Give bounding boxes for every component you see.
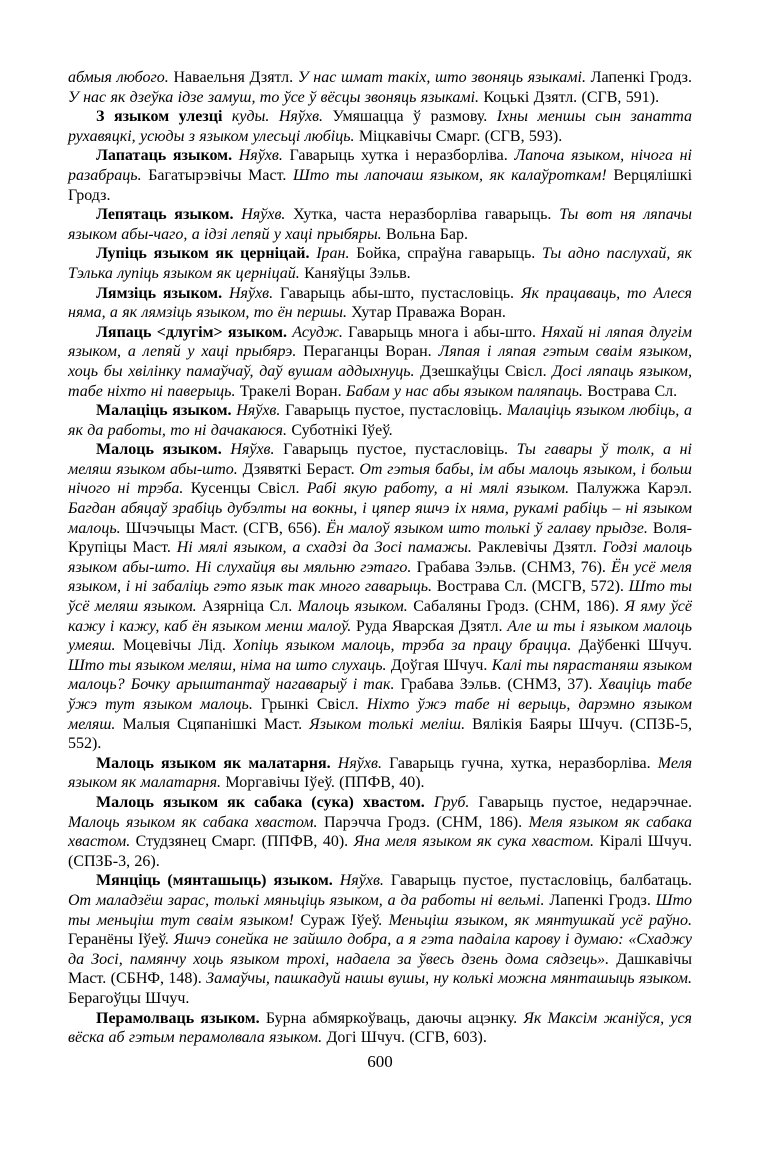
italic-run: Хваціць табе ўжэ тут языком малоць. [68, 676, 692, 713]
italic-run: Годзі малоць языком абы-што. Ні слухайця вы мяльню гэтаго. [68, 539, 693, 576]
italic-run: Іран. [316, 245, 357, 263]
entry-maloc-jazykom [68, 440, 692, 754]
dictionary-entries [68, 68, 692, 1048]
entry-ljapac-jazykom [68, 323, 692, 401]
text-run: Гаварыць гучна, хутка, неразборліва. [389, 754, 658, 772]
text-run: Гаварыць абы-што, пустасловіць. [279, 284, 521, 302]
italic-run: У нас шмат такіх, што звоняць языкамі. [297, 69, 591, 86]
text-run: Бойка, спраўна гаварыць. [356, 245, 542, 263]
text-run: Сабаляны Гродз. (СНМ, 186). [413, 598, 625, 616]
entry-headword: Лапатаць языком. [96, 147, 239, 165]
italic-run: Досі ляпаць языком, табе ніхто ні паверыць. [68, 362, 693, 400]
italic-run: Ні мялі языком, а схадзі да Зосі памажы. [176, 539, 478, 557]
text-run: Даўбенкі Шчуч. [578, 637, 692, 655]
text-run: Палужжа Карэл. [576, 480, 693, 498]
entry-headword: Лямзіць языком. [96, 284, 229, 302]
text-run: Вялікія Баяры Шчуч. (СПЗБ-5, 552). [68, 715, 693, 753]
text-run: Наваельня Дзятл. [173, 69, 298, 86]
italic-run: Багдан абяцаў зрабіць дубэлты на вокны, і цяпер яшчэ іх няма, рукамі рабіць – ні языком малоць. [68, 500, 692, 537]
italic-run: Няўхв. [236, 402, 286, 420]
italic-run: Ты гавары ў толк, а ні меляш языком абы-што. [68, 441, 692, 478]
text-run: Пераганцы Воран. [303, 343, 439, 361]
entry-headword: Ляпаць <длугім> языком. [96, 323, 293, 341]
italic-run: У нас як дзеўка ідзе замуш, то ўсе ў вёсцы звоняць языкамі. [68, 88, 484, 106]
entry-malacic-jazykom [68, 401, 692, 440]
text-run: Гаварыць пустое, пустасловіць. [285, 402, 507, 420]
italic-run: Няўхв. [339, 872, 391, 890]
text-run: Хутка, часта неразборліва гаварыць. [293, 206, 560, 224]
entry-headword: Лепятаць языком. [96, 206, 242, 224]
text-run: Воля-Крупіцы Маст. [68, 519, 693, 557]
italic-run: Няўхв. [241, 206, 294, 224]
italic-run: Хопіць языком малоць, трэба за працу брацца. [233, 637, 579, 655]
entry-maloc-jazykom-jak-malatarnja [68, 754, 692, 793]
text-run: Каняўцы Зэльв. [304, 264, 411, 282]
italic-run: Як Максім жаніўся, уся вёска аб гэтым перамолвала языком. [68, 1009, 692, 1047]
text-run: Грабава Зэльв. (СНМЗ, 37). [400, 676, 599, 694]
entry-headword: Малаціць языком. [96, 402, 237, 420]
text-run: Моцевічы Лід. [122, 637, 234, 655]
italic-run: Яна меля языком як сука хвастом. [353, 833, 600, 851]
italic-run: абмыя любого. [68, 69, 174, 86]
entry-headword: Мянціць (мянташыць) языком. [96, 872, 340, 890]
text-run: Доўгая Шчуч. [390, 656, 492, 674]
text-run: Кусенцы Свісл. [190, 480, 307, 498]
text-run: Гаварыць пустое, пустасловіць, балбатаць. [390, 872, 692, 890]
italic-run: От маладзёш зарас, толькі мяньціць языком, а да работы ні вельмі. [68, 891, 550, 909]
text-run: Вострава Сл. [587, 382, 678, 400]
text-run: Тракелі Воран. [239, 382, 346, 400]
text-run: Азярніца Сл. [202, 598, 298, 616]
text-run: Суботнікі Іўеў. [291, 421, 393, 439]
entry-maloc-jazykom-jak-sabaka [68, 793, 692, 871]
italic-run: Што ты ўсё меляш языком. [68, 578, 693, 616]
italic-run: Што ты меньціш тут сваім языком! [68, 891, 692, 929]
text-run: Бурна абмяркоўваць, даючы ацэнку. [265, 1009, 524, 1027]
text-run: Лапенкі Гродз. [590, 69, 692, 86]
italic-run: Малоць языком. [297, 598, 414, 616]
italic-run: Лапоча языком, нічога ні разабраць. [68, 147, 692, 184]
entry-lepjatac-jazykom [68, 205, 692, 244]
italic-run: Груб. [433, 793, 479, 811]
text-run: Коцькі Дзятл. (СГВ, 591). [483, 88, 660, 106]
italic-run: Замаўчы, пашкадуй нашы вушы, ну колькі можна мянташыць языком. [206, 970, 692, 988]
text-run: Кіралі Шчуч. (СПЗБ-3, 26). [68, 833, 693, 870]
italic-run: Меля языком як сабака хвастом. [68, 813, 692, 851]
italic-run: Малоць языком як сабака хвастом. [68, 813, 324, 831]
text-run: Грабава Зэльв. (СНМЗ, 76). [416, 558, 612, 576]
text-run: Грынкі Свісл. [260, 696, 367, 713]
entry-headword: Малоць языком як малатарня. [96, 754, 338, 772]
text-run: Гаварыць пустое, пустасловіць. [283, 441, 517, 459]
italic-run: Языком толькі меліш. [309, 715, 473, 733]
text-run: Гаварыць многа і абы-што. [348, 323, 542, 341]
italic-run: Я яму ўсё кажу і кажу, каб ён языком менш малоў. [68, 598, 693, 635]
italic-run: Ляпая і ляпая гэтым сваім языком, хоць бы хвілінку памаўчаў, даў вушам аддыхнуць. [68, 343, 692, 380]
italic-run: Як працаваць, то Алеся няма, а як лямзіць языком, то ён першы. [68, 284, 692, 322]
entry-ljamzic-jazykom [68, 284, 692, 323]
entry-continuation-zvanic-jazykami [68, 68, 692, 107]
italic-run: Ты вот ня ляпачы языком абы-чаго, а ідзі лепяй у хаці прыбяры. [68, 206, 692, 243]
text-run: Вострава Сл. (МСГВ, 572). [436, 578, 629, 596]
text-run: Студзянец Смарг. (ППФВ, 40). [135, 833, 354, 851]
text-run: Дзявяткі Бераст. [242, 460, 360, 478]
italic-run: Малаціць языком любіць, а як да работы, то ні дачакаюся. [68, 402, 692, 439]
text-run: Умяшацца ў размову. [332, 108, 497, 126]
text-run: Моргавічы Іўеў. (ППФВ, 40). [225, 774, 425, 792]
entry-lupic-jazykom [68, 244, 692, 283]
italic-run: Рабі якую работу, а ні мялі языком. [306, 480, 577, 498]
italic-run: Яшчэ сонейка не зайшло добра, а я гэта падаіла карову і думаю: «Схаджу да Зосі, памянчу хоць языком трохі, надаела за ўвесь дзень дома сядзець». [68, 931, 692, 968]
italic-run: От гэтыя бабы, ім абы малоць языком, і больш нічого ні трэба. [68, 460, 693, 498]
text-run: Сураж Іўеў. [300, 911, 389, 929]
page-number: 600 [367, 1051, 393, 1071]
text-run: Вольна Бар. [385, 225, 468, 243]
text-run: Хутар Праважа Воран. [351, 304, 506, 322]
text-run: Руда Яварская Дзятл. [356, 617, 508, 635]
text-run: Багатырэвічы Маст. [148, 166, 294, 184]
italic-run: Няўхв. [337, 754, 390, 772]
italic-run: Бабам у нас абы языком паляпаць. [345, 382, 588, 400]
italic-run: Ён усё меля языком, і ні забаліць гэто язык так много гаварыць. [68, 558, 692, 596]
text-run: Догі Шчуч. (СГВ, 603). [326, 1029, 487, 1047]
entry-headword: Лупіць языком як церніцай. [96, 245, 317, 263]
entry-headword: З языком улезці [96, 108, 232, 126]
italic-run: Калі ты пярастаняш языком малоць? Бочку арыштантаў нагаварыў і так. [68, 656, 692, 694]
italic-run: Няхай ні ляпая длугім языком, а лепяй у хаці прыбярэ. [68, 323, 692, 361]
text-run: Дзешкаўцы Свісл. [420, 362, 553, 380]
entry-headword: Малоць языком. [96, 441, 231, 459]
text-run: Парэчча Гродз. (СНМ, 186). [323, 813, 529, 831]
entry-lapatac-jazykom [68, 146, 692, 205]
italic-run: Асудж. [292, 323, 349, 341]
entry-z-jazykom-ulezci [68, 107, 692, 146]
text-run: Гаварыць пустое, недарэчнае. [478, 793, 692, 811]
text-run: Верцялішкі Гродз. [68, 166, 693, 204]
italic-run: Што ты лапочаш языком, як калаўроткам! [293, 166, 614, 184]
text-run: Малыя Сцяпанішкі Маст. [122, 715, 310, 733]
text-run: Дашкавічы Маст. (СБНФ, 148). [68, 950, 692, 988]
italic-run: Меньціш языком, як мянтушкай усё раўно. [388, 911, 692, 929]
italic-run: Няўхв. [228, 284, 280, 302]
italic-run: Ніхто ўжэ табе ні верыць, дарэмно языком меляш. [68, 696, 693, 733]
entry-mjancic-jazykom [68, 871, 692, 1008]
text-run: Раклевічы Дзятл. [477, 539, 603, 557]
italic-run: Няўхв. [238, 147, 290, 165]
text-run: Геранёны Іўеў. [68, 931, 174, 949]
text-run: Лапенкі Гродз. [549, 891, 656, 909]
text-run: Берагоўцы Шчуч. [68, 989, 190, 1007]
italic-run: Няўхв. [230, 441, 284, 459]
italic-run: Ён малоў языком што толькі ў галаву прыдзе. [326, 519, 653, 537]
italic-run: Ты адно паслухай, як Тэлька лупіць языком як церніцай. [68, 245, 692, 282]
text-run: Шчэчыцы Маст. (СГВ, 656). [125, 519, 327, 537]
entry-peramolvac-jazykom [68, 1009, 692, 1048]
text-run: Гаварыць хутка і неразборліва. [289, 147, 515, 165]
italic-run: Што ты языком меляш, німа на што слухаць. [68, 656, 391, 674]
italic-run: Але ш ты і языком малоць умеяш. [68, 617, 693, 655]
entry-headword: Перамолваць языком. [96, 1009, 266, 1027]
entry-headword: Малоць языком як сабака (сука) хвастом. [96, 793, 434, 811]
italic-run: куды. Няўхв. [231, 108, 333, 126]
italic-run: Меля языком як малатарня. [68, 754, 693, 792]
text-run: Міцкавічы Смарг. (СГВ, 593). [358, 127, 563, 145]
italic-run: Іхны меншы сын занатта рухавяцкі, усюды з языком улесьці любіць. [68, 108, 693, 145]
